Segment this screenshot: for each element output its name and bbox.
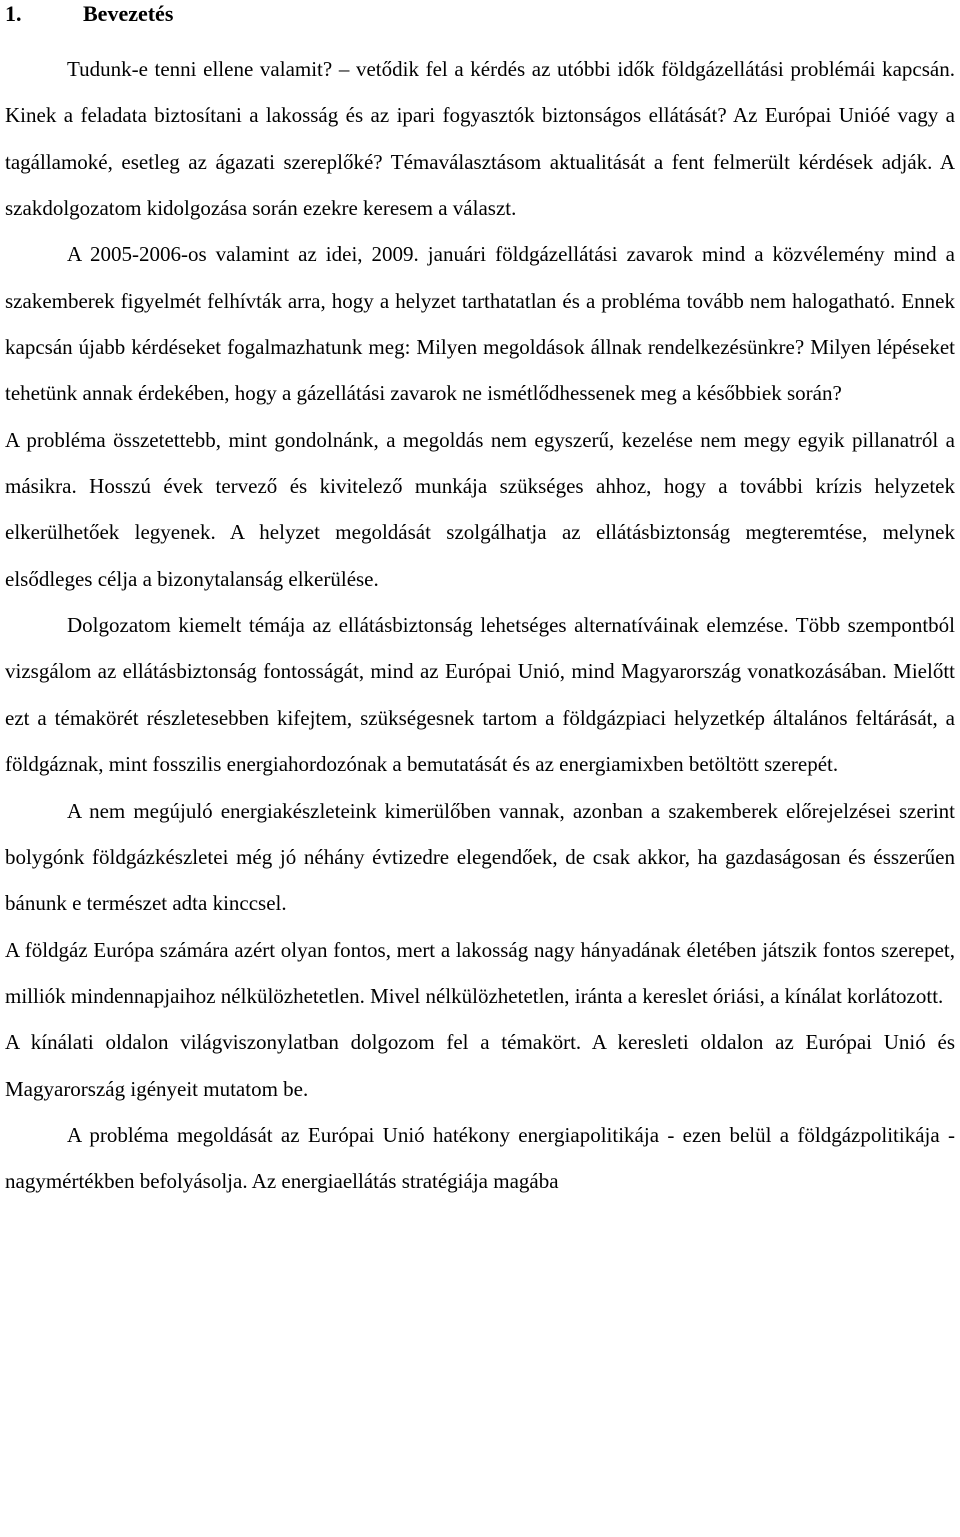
paragraph-europe-importance: A földgáz Európa számára azért olyan fontos, mert a lakosság nagy hányadának életében játszik fontos szerepet, milliók mindennapjaihoz nélkülözhetetlen. Mivel nélkülözhetetlen, iránta a kereslet óriási, a kínálat korlátozott. [5,937,955,1008]
paragraph-gas-crisis: A 2005-2006-os valamint az idei, 2009. januári földgázellátási zavarok mind a közvélemény mind a szakemberek figyelmét felhívták arra, hogy a helyzet tarthatatlan és a probléma tovább nem halogatható. Ennek kapcsán újabb kérdéseket fogalmazhatunk meg: Milyen megoldások állnak rendelkezésünkre? Milyen lépéseket tehetünk annak érdekében, hogy a gázellátási zavarok ne ismétlődhessenek meg a későbbiek során? [5,242,955,406]
document-page [5,0,955,1205]
paragraph-supply-demand: A kínálati oldalon világviszonylatban dolgozom fel a témakört. A keresleti oldalon az Európai Unió és Magyarország igényeit mutatom be. [5,1030,955,1101]
paragraph-energy-policy: A probléma megoldását az Európai Unió hatékony energiapolitikája - ezen belül a földgázpolitikája - nagymértékben befolyásolja. Az energiaellátás stratégiája magába [5,1122,955,1194]
paragraph-problem: A probléma összetettebb, mint gondolnánk, a megoldás nem egyszerű, kezelése nem megy egyik pillanatról a másikra. Hosszú évek tervező és kivitelező munkája szükséges ahhoz, hogy a további krízis helyzetek elkerülhetőek legyenek. A helyzet megoldását szolgálhatja az ellátásbiztonság megteremtése, melynek elsődleges célja a bizonytalanság elkerülése. [5,427,955,591]
section-number: 1. [5,1,22,26]
paragraph-thesis-topic: Dolgozatom kiemelt témája az ellátásbiztonság lehetséges alternatíváinak elemzése. Több szempontból vizsgálom az ellátásbiztonság fontosságát, mind az Európai Unió, mind Magyarország vonatkozásában. Mielőtt ezt a témakörét részletesebben kifejtem, szükségesnek tartom a földgázpiaci helyzetkép általános feltárását, a földgáznak, mint fosszilis energiahordozónak a bemutatását és az energiamixben betöltött szerepét. [5,613,955,777]
section-heading [5,0,955,46]
paragraph-intro: Tudunk-e tenni ellene valamit? – vetődik fel a kérdés az utóbbi idők földgázellátási problémái kapcsán. Kinek a feladata biztosítani a lakosság és az ipari fogyasztók biztonságos ellátását? Az Európai Unióé vagy a tagállamoké, esetleg az ágazati szereplőké? Témaválasztásom aktualitását a fent felmerült kérdések adják. A szakdolgozatom kidolgozása során ezekre keresem a választ. [5,57,955,221]
section-title: Bevezetés [83,1,174,26]
paragraph-resources: A nem megújuló energiakészleteink kimerülőben vannak, azonban a szakemberek előrejelzései szerint bolygónk földgázkészletei még jó néhány évtizedre elegendőek, de csak akkor, ha gazdaságosan és ésszerűen bánunk e természet adta kinccsel. [5,798,955,916]
